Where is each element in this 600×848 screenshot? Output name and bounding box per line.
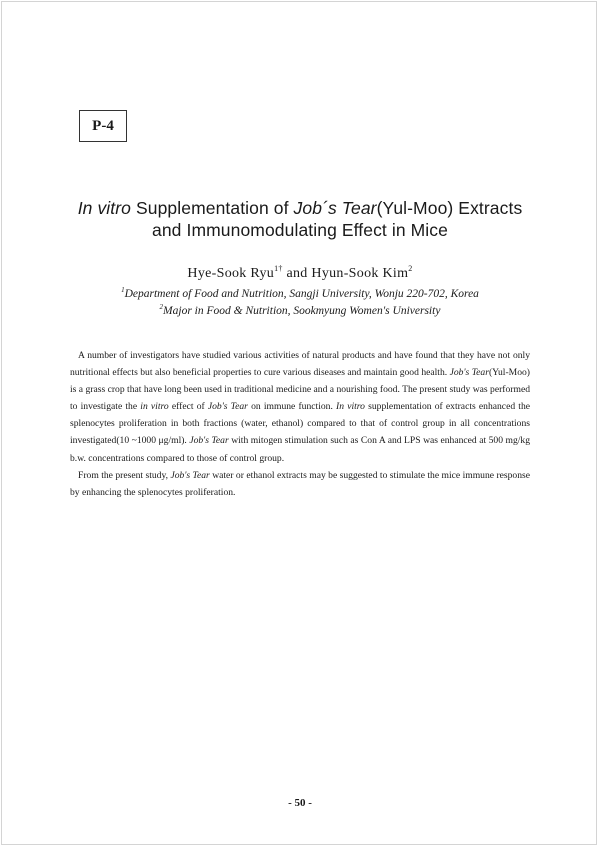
affiliation-1-text: Department of Food and Nutrition, Sangji University, Wonju 220-702, Korea [124, 288, 479, 300]
abstract-italic: Job's Tear [170, 469, 210, 481]
abstract-text: From the present study, [78, 469, 171, 481]
page-number: - 50 - [288, 797, 312, 809]
poster-number-badge: P-4 [79, 110, 127, 142]
title-italic-in-vitro: In vitro [77, 198, 132, 218]
affiliation-1-superscript: 1 [121, 286, 125, 294]
title-line-1 [40, 197, 560, 219]
abstract-text: effect of [168, 401, 208, 413]
abstract-text: A number of investigators have studied various activities of natural products and have found that they have not only nutritional effects but also beneficial properties to cure various diseases and maintain good health. [70, 350, 530, 379]
title-text-b: (Yul-Moo) Extracts [376, 198, 523, 218]
abstract-text: on immune function. [247, 401, 337, 413]
abstract-italic: Job's Tear [189, 435, 229, 447]
author-list [0, 264, 600, 282]
author-2: Hyun-Sook Kim [311, 266, 409, 281]
affiliation-2-superscript: 2 [159, 303, 164, 311]
abstract-italic: In vitro [336, 401, 365, 413]
affiliation-1 [0, 286, 600, 300]
title-text-a: Supplementation of [131, 198, 294, 218]
abstract-paragraph-1 [70, 347, 530, 467]
abstract-text: (Yul-Moo) is a grass crop that have long been used in traditional medicine and a nourishing food. The present study was performed to investigate the [70, 367, 530, 413]
author-1: Hye-Sook Ryu [187, 266, 275, 281]
abstract-italic: in vitro [140, 401, 169, 413]
abstract-text: with mitogen stimulation such as Con A and LPS was enhanced at 500 mg/kg b.w. concentrations compared to those of control group. [70, 435, 531, 464]
abstract-text: water or ethanol extracts may be suggested to stimulate the mice immune response by enhancing the splenocytes proliferation. [70, 469, 531, 498]
author-1-superscript: 1† [274, 264, 283, 273]
paper-title [40, 197, 560, 241]
author-joiner: and [282, 266, 312, 281]
abstract [70, 347, 530, 501]
abstract-paragraph-2 [70, 467, 530, 501]
abstract-italic: Job's Tear [449, 367, 489, 379]
title-line-2: and Immunomodulating Effect in Mice [152, 220, 448, 240]
affiliation-2-text: Major in Food & Nutrition, Sookmyung Women's University [163, 305, 441, 317]
author-2-superscript: 2 [408, 264, 413, 273]
abstract-italic: Job's Tear [207, 401, 248, 413]
affiliation-2 [0, 303, 600, 317]
title-italic-jobs-tear: Job´s Tear [293, 198, 377, 218]
abstract-text: supplementation of extracts enhanced the splenocytes proliferation in both fractions (water, ethanol) compared to that of control group in all concentrations investigated(10 ~1000 μg/ml). [70, 401, 531, 447]
